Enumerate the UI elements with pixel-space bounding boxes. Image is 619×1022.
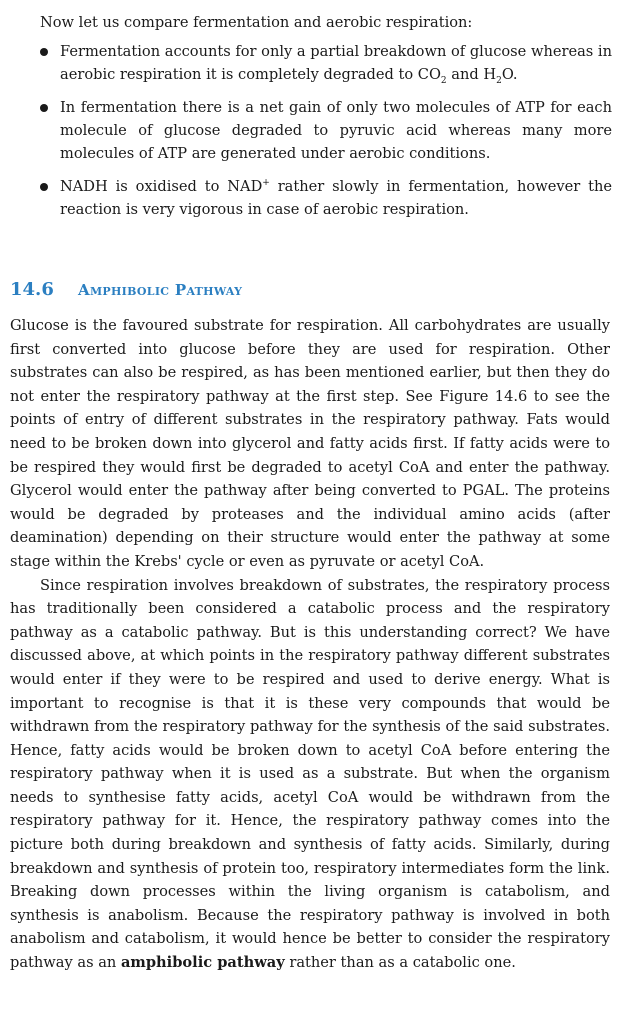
- key-term: amphibolic pathway: [120, 954, 285, 972]
- paragraph-2-end: rather than as a catabolic one.: [284, 954, 516, 972]
- bullet-icon: [40, 48, 48, 56]
- paragraph-1: Glucose is the favoured substrate for respiration. All carbohydrates are usually first converted into glucose before they are used for respiration. Other substrates can also be respired, as has been mentioned earlier, but then they do not enter the respiratory pathway at the first step. See Figure 14.6 to see the points of entry of different substrates in the respiratory pathway. Fats would need to be broken down into glycerol and fatty acids first. If fatty acids were to be respired they would first be degraded to acetyl CoA and enter the pathway. Glycerol would enter the pathway after being converted to PGAL. The proteins would be degraded by proteases and the individual amino acids (after deamination) depending on their structure would enter the pathway at some stage within the Krebs' cycle or even as pyruvate or acetyl CoA.: [10, 317, 610, 570]
- subscript: 2: [440, 75, 447, 86]
- list-item: [40, 40, 612, 86]
- bullet-text-3: NADH is oxidised to NAD: [60, 178, 263, 195]
- section-body: [10, 314, 610, 975]
- bullet-text-1-mid: and H: [446, 66, 497, 83]
- bullet-text-1-end: O.: [501, 66, 518, 83]
- bullet-icon: [40, 104, 48, 112]
- bullet-text-1: Fermentation accounts for only a partial breakdown of glucose whereas in aerobic respiration it is completely degraded to CO: [60, 43, 612, 83]
- section-title: Amphibolic Pathway: [78, 281, 243, 299]
- subscript: 2: [496, 75, 502, 86]
- section-heading: [10, 277, 610, 303]
- list-item: [40, 96, 612, 165]
- section-number: 14.6: [10, 279, 54, 300]
- comparison-list: [40, 40, 612, 231]
- bullet-text-3-end: rather slowly in fermentation, however the reaction is very vigorous in case of aerobic respiration.: [60, 178, 612, 218]
- bullet-text-2: In fermentation there is a net gain of only two molecules of ATP for each molecule of glucose degraded to pyruvic acid whereas many more molecules of ATP are generated under aerobic conditions.: [60, 99, 612, 162]
- intro-line: Now let us compare fermentation and aerobic respiration:: [40, 14, 473, 31]
- paragraph-2-text: Since respiration involves breakdown of substrates, the respiratory process has traditionally been considered a catabolic process and the respiratory pathway as a catabolic pathway. But is this understanding correct? We have discussed above, at which points in the respiratory pathway different substrates would enter if they were to be respired and used to derive energy. What is important to recognise is that it is these very compounds that would be withdrawn from the respiratory pathway for the synthesis of the said substrates. Hence, fatty acids would be broken down to acetyl CoA before entering the respiratory pathway when it is used as a substrate. But when the organism needs to synthesise fatty acids, acetyl CoA would be withdrawn from the respiratory pathway for it. Hence, the respiratory pathway comes into the picture both during breakdown and synthesis of fatty acids. Similarly, during breakdown and synthesis of protein too, respiratory intermediates form the link. Breaking down processes within the living organism is catabolism, and synthesis is anabolism. Because the respiratory pathway is involved in both anabolism and catabolism, it would hence be better to consider the respiratory pathway as an: [10, 576, 610, 972]
- bullet-icon: [40, 183, 48, 191]
- list-item: [40, 175, 612, 221]
- superscript: +: [262, 178, 270, 189]
- paragraph-2: [10, 574, 610, 975]
